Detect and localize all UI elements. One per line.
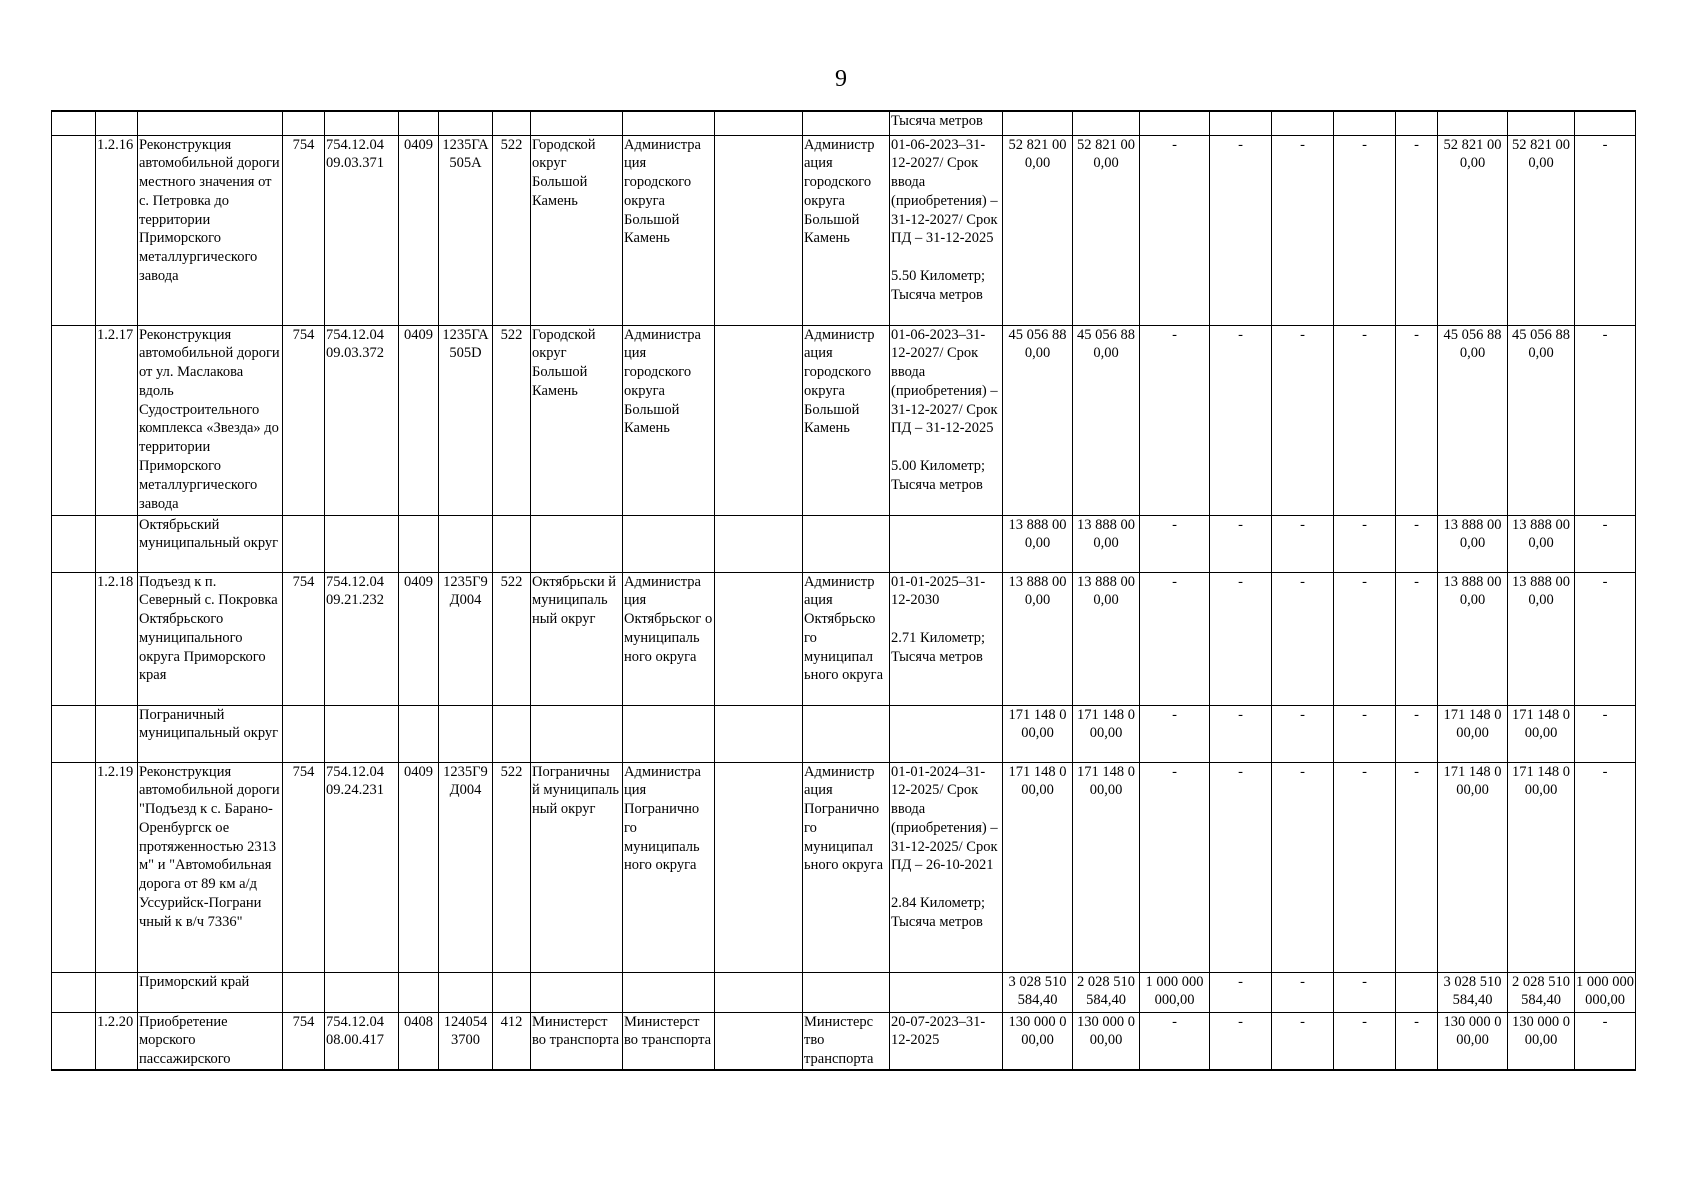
amount-federal-2: 2 028 510 584,40 [1508,972,1575,1012]
amount-federal-2: 13 888 00 0,00 [1508,515,1575,572]
amount-cell: - [1272,705,1334,762]
amount-total: 13 888 00 0,00 [1003,572,1073,705]
code-cell: 754 [283,325,325,515]
amount-total-2: 13 888 00 0,00 [1438,572,1508,705]
amount-cell: - [1396,325,1438,515]
amount-total-2: 45 056 88 0,00 [1438,325,1508,515]
customer-cell: Администр ация городского округа Большой Камень [803,135,890,325]
recipient-cell: Администра ция городского округа Большой Камень [623,325,715,515]
empty-cell [715,762,803,972]
recipient-cell: Администра ция городского округа Большой Камень [623,135,715,325]
amount-federal-2: 130 000 0 00,00 [1508,1012,1575,1070]
table-row [52,111,1636,135]
amount-cell: - [1140,762,1210,972]
page-number: 9 [835,66,847,92]
code-cell: 0408 [399,1012,439,1070]
customer-cell: Министерс тво транспорта [803,1012,890,1070]
recipient-cell: Министерст во транспорта [623,1012,715,1070]
amount-total-2: 3 028 510 584,40 [1438,972,1508,1012]
amount-federal: 13 888 00 0,00 [1073,515,1140,572]
table-row [52,972,1636,1012]
amount-federal: 52 821 00 0,00 [1073,135,1140,325]
table-row [52,515,1636,572]
amount-cell: - [1334,135,1396,325]
amount-cell: - [1210,972,1272,1012]
amount-cell: - [1272,762,1334,972]
amount-cell: - [1210,705,1272,762]
amount-total-2: 52 821 00 0,00 [1438,135,1508,325]
amount-cell: - [1272,135,1334,325]
table-row [52,705,1636,762]
amount-cell: - [1210,1012,1272,1070]
recipient-cell: Администра ция Погранично го муниципаль ного округа [623,762,715,972]
amount-cell: - [1210,762,1272,972]
amount-cell: 1 000 000 000,00 [1575,972,1636,1012]
item-number: 1.2.18 [96,572,138,705]
empty-cell [715,325,803,515]
unit-cell: Тысяча метров [890,111,1003,135]
amount-federal-2: 13 888 00 0,00 [1508,572,1575,705]
amount-cell: - [1140,325,1210,515]
amount-cell: - [1575,135,1636,325]
group-name: Октябрьский муниципальный округ [138,515,283,572]
amount-cell: - [1396,572,1438,705]
amount-cell: - [1272,972,1334,1012]
code-cell: 1235Г9 Д004 [439,762,493,972]
code-cell: 754 [283,572,325,705]
amount-federal: 171 148 0 00,00 [1073,705,1140,762]
dates-cell: 01-06-2023–31-12-2027/ Срок ввода (приобретения) – 31-12-2027/ Срок ПД – 31-12-2025 5.00 Километр; Тысяча метров [890,325,1003,515]
amount-total-2: 171 148 0 00,00 [1438,705,1508,762]
amount-cell: - [1272,572,1334,705]
amount-cell: - [1396,705,1438,762]
amount-cell: - [1334,705,1396,762]
amount-cell [1396,972,1438,1012]
territory-cell: Министерст во транспорта [531,1012,623,1070]
code-cell: 522 [493,762,531,972]
amount-cell: - [1140,572,1210,705]
amount-cell: - [1140,705,1210,762]
amount-cell: - [1575,572,1636,705]
table-row [52,1012,1636,1070]
item-number: 1.2.17 [96,325,138,515]
amount-cell: - [1575,705,1636,762]
amount-cell: - [1272,1012,1334,1070]
amount-federal: 2 028 510 584,40 [1073,972,1140,1012]
amount-cell: - [1210,515,1272,572]
amount-federal-2: 45 056 88 0,00 [1508,325,1575,515]
amount-cell: - [1575,325,1636,515]
code-cell: 1235ГА 505А [439,135,493,325]
dates-cell: 01-01-2025–31-12-2030 2.71 Километр; Тысяча метров [890,572,1003,705]
table-row [52,572,1636,705]
item-number: 1.2.16 [96,135,138,325]
amount-federal: 13 888 00 0,00 [1073,572,1140,705]
item-number: 1.2.19 [96,762,138,972]
code-cell: 0409 [399,762,439,972]
customer-cell: Администр ация Октябрьско го муниципал ьного округа [803,572,890,705]
table-row [52,135,1636,325]
code-cell: 124054 3700 [439,1012,493,1070]
amount-total: 13 888 00 0,00 [1003,515,1073,572]
amount-cell: - [1334,515,1396,572]
amount-total-2: 130 000 0 00,00 [1438,1012,1508,1070]
table-row [52,325,1636,515]
amount-cell: - [1334,325,1396,515]
amount-cell: - [1575,1012,1636,1070]
amount-cell: - [1396,515,1438,572]
customer-cell: Администр ация Погранично го муниципал ьного округа [803,762,890,972]
amount-cell: - [1334,1012,1396,1070]
code-cell: 754.12.04 09.03.372 [325,325,399,515]
group-name: Приморский край [138,972,283,1012]
territory-cell: Октябрьски й муниципаль ный округ [531,572,623,705]
dates-cell: 20-07-2023–31-12-2025 [890,1012,1003,1070]
customer-cell: Администр ация городского округа Большой Камень [803,325,890,515]
table-row [52,762,1636,972]
code-cell: 754.12.04 08.00.417 [325,1012,399,1070]
code-cell: 412 [493,1012,531,1070]
object-name: Реконструкция автомобильной дороги местного значения от с. Петровка до территории Приморского металлургического завода [138,135,283,325]
amount-federal-2: 171 148 0 00,00 [1508,762,1575,972]
amount-cell: - [1210,572,1272,705]
code-cell: 1235ГА 505D [439,325,493,515]
amount-cell: - [1396,1012,1438,1070]
amount-total: 171 148 0 00,00 [1003,762,1073,972]
amount-cell: - [1140,515,1210,572]
code-cell: 522 [493,572,531,705]
code-cell: 1235Г9 Д004 [439,572,493,705]
code-cell: 754.12.04 09.21.232 [325,572,399,705]
amount-total: 171 148 0 00,00 [1003,705,1073,762]
amount-cell: - [1396,762,1438,972]
object-name: Подъезд к п. Северный с. Покровка Октябрьского муниципального округа Приморского края [138,572,283,705]
amount-cell: 1 000 000 000,00 [1140,972,1210,1012]
amount-cell: - [1140,1012,1210,1070]
budget-table [51,110,1636,1071]
empty-cell [715,135,803,325]
code-cell: 0409 [399,572,439,705]
amount-cell: - [1334,762,1396,972]
amount-cell: - [1210,325,1272,515]
amount-cell: - [1575,762,1636,972]
item-number: 1.2.20 [96,1012,138,1070]
group-name: Пограничный муниципальный округ [138,705,283,762]
code-cell: 754 [283,762,325,972]
amount-cell: - [1210,135,1272,325]
territory-cell: Городской округ Большой Камень [531,325,623,515]
code-cell: 754 [283,135,325,325]
territory-cell: Пограничны й муниципаль ный округ [531,762,623,972]
amount-cell: - [1575,515,1636,572]
code-cell: 754.12.04 09.03.371 [325,135,399,325]
code-cell: 522 [493,135,531,325]
amount-cell: - [1396,135,1438,325]
amount-cell: - [1272,325,1334,515]
object-name: Приобретение морского пассажирского [138,1012,283,1070]
amount-cell: - [1334,972,1396,1012]
amount-total: 52 821 00 0,00 [1003,135,1073,325]
amount-federal-2: 171 148 0 00,00 [1508,705,1575,762]
amount-total: 45 056 88 0,00 [1003,325,1073,515]
recipient-cell: Администра ция Октябрьског о муниципаль ного округа [623,572,715,705]
empty-cell [715,572,803,705]
code-cell: 754.12.04 09.24.231 [325,762,399,972]
amount-federal: 171 148 0 00,00 [1073,762,1140,972]
code-cell: 0409 [399,325,439,515]
amount-total: 130 000 0 00,00 [1003,1012,1073,1070]
amount-cell: - [1272,515,1334,572]
amount-federal: 45 056 88 0,00 [1073,325,1140,515]
code-cell: 754 [283,1012,325,1070]
amount-cell: - [1140,135,1210,325]
amount-total: 3 028 510 584,40 [1003,972,1073,1012]
dates-cell: 01-06-2023–31-12-2027/ Срок ввода (приобретения) – 31-12-2027/ Срок ПД – 31-12-2025 5.50 Километр; Тысяча метров [890,135,1003,325]
object-name: Реконструкция автомобильной дороги "Подъезд к с. Барано-Оренбургск ое протяженностью 2313 м" и "Автомобильная дорога от 89 км а/д Уссурийск-Пограни чный к в/ч 7336" [138,762,283,972]
amount-cell: - [1334,572,1396,705]
territory-cell: Городской округ Большой Камень [531,135,623,325]
dates-cell: 01-01-2024–31-12-2025/ Срок ввода (приобретения) – 31-12-2025/ Срок ПД – 26-10-2021 2.84 Километр; Тысяча метров [890,762,1003,972]
empty-cell [715,1012,803,1070]
amount-federal-2: 52 821 00 0,00 [1508,135,1575,325]
code-cell: 0409 [399,135,439,325]
object-name: Реконструкция автомобильной дороги от ул. Маслакова вдоль Судостроительного комплекса «Звезда» до территории Приморского металлургического завода [138,325,283,515]
amount-federal: 130 000 0 00,00 [1073,1012,1140,1070]
amount-total-2: 13 888 00 0,00 [1438,515,1508,572]
amount-total-2: 171 148 0 00,00 [1438,762,1508,972]
code-cell: 522 [493,325,531,515]
